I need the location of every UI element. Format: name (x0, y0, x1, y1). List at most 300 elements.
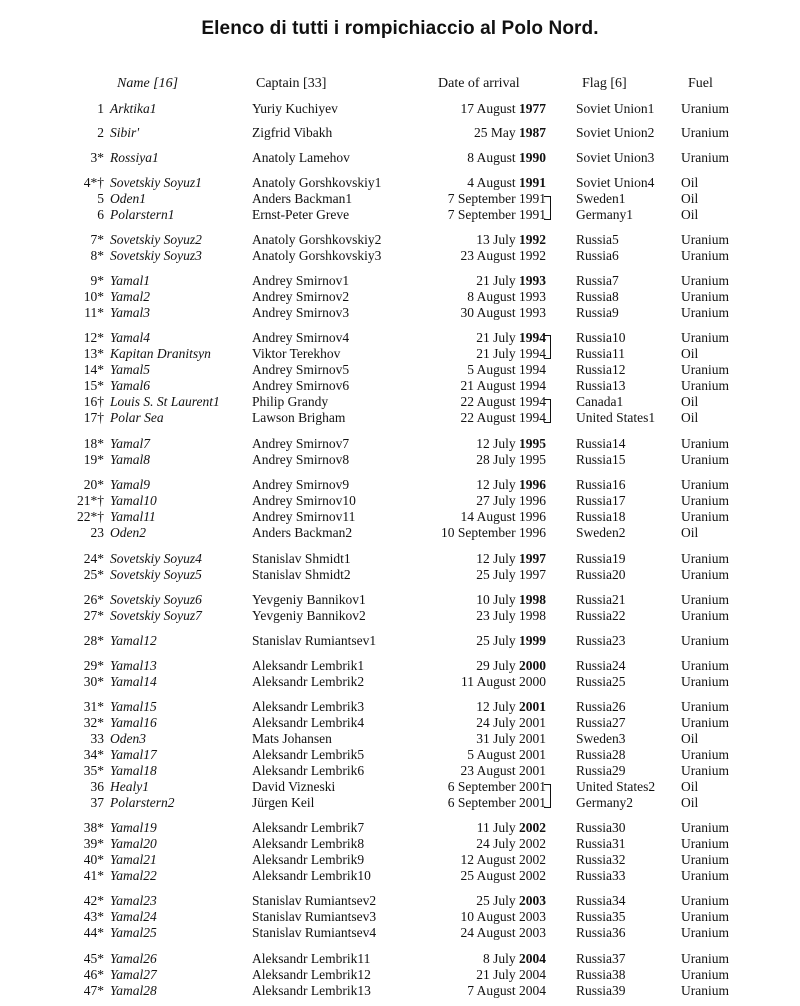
cell-date (424, 191, 546, 207)
cell-num: 33 (90, 731, 104, 746)
cell-flag: Soviet Union2 (576, 125, 655, 140)
cell-captain: Anatoly Gorshkovskiy3 (252, 248, 382, 263)
date-year: 1994 (519, 378, 546, 393)
cell-name: Sovetskiy Soyuz1 (110, 175, 202, 190)
cell-num: 6 (97, 207, 104, 222)
date-day-month: 8 July (482, 951, 519, 966)
cell-fuel: Uranium (681, 101, 729, 116)
date-year: 2004 (519, 983, 546, 998)
cell-flag: Russia10 (576, 330, 626, 345)
cell-fuel: Uranium (681, 836, 729, 851)
cell-num: 23 (90, 525, 104, 540)
table-row (0, 330, 800, 346)
date-day-month: 13 July (476, 232, 519, 247)
cell-date (424, 477, 546, 493)
cell-num: 17† (83, 410, 104, 425)
table-row (0, 101, 800, 117)
cell-name: Yamal27 (110, 967, 157, 982)
date-day-month: 5 August (467, 362, 519, 377)
table-row (0, 893, 800, 909)
date-year: 2002 (519, 868, 546, 883)
cell-name: Yamal12 (110, 633, 157, 648)
cell-flag: Canada1 (576, 394, 624, 409)
cell-flag: Russia30 (576, 820, 626, 835)
date-year: 1993 (519, 273, 546, 288)
cell-name: Oden1 (110, 191, 146, 206)
cell-name: Sovetskiy Soyuz5 (110, 567, 202, 582)
cell-date (424, 346, 546, 362)
cell-flag: Soviet Union1 (576, 101, 655, 116)
cell-captain: Stanislav Shmidt1 (252, 551, 351, 566)
cell-fuel: Oil (681, 779, 699, 794)
cell-flag: Russia22 (576, 608, 626, 623)
table-row (0, 715, 800, 731)
cell-captain: Aleksandr Lembrik7 (252, 820, 365, 835)
cell-captain: Aleksandr Lembrik13 (252, 983, 371, 998)
date-day-month: 23 July (476, 608, 519, 623)
cell-flag: Germany1 (576, 207, 633, 222)
cell-fuel: Uranium (681, 232, 729, 247)
table-row (0, 836, 800, 852)
date-year: 1993 (519, 305, 546, 320)
cell-fuel: Uranium (681, 951, 729, 966)
cell-fuel: Uranium (681, 763, 729, 778)
cell-num: 26* (83, 592, 104, 607)
cell-num: 2 (97, 125, 104, 140)
cell-date (424, 175, 546, 191)
date-year: 1998 (519, 592, 546, 607)
table-row (0, 925, 800, 941)
cell-num: 11* (84, 305, 104, 320)
cell-captain: Anatoly Lamehov (252, 150, 350, 165)
table-row (0, 509, 800, 525)
cell-name: Yamal9 (110, 477, 151, 492)
cell-date (424, 452, 546, 468)
cell-flag: United States1 (576, 410, 656, 425)
cell-num: 35* (83, 763, 104, 778)
table-row (0, 150, 800, 166)
cell-flag: Russia36 (576, 925, 626, 940)
cell-fuel: Uranium (681, 983, 729, 998)
cell-name: Yamal5 (110, 362, 151, 377)
cell-captain: Stanislav Rumiantsev1 (252, 633, 377, 648)
cell-captain: Ernst-Peter Greve (252, 207, 350, 222)
cell-num: 10* (83, 289, 104, 304)
cell-flag: Russia20 (576, 567, 626, 582)
date-year: 1991 (519, 191, 546, 206)
table-row (0, 731, 800, 747)
cell-name: Yamal28 (110, 983, 157, 998)
cell-fuel: Uranium (681, 125, 729, 140)
date-year: 2002 (519, 836, 546, 851)
cell-fuel: Oil (681, 191, 699, 206)
cell-name: Yamal4 (110, 330, 151, 345)
cell-num: 36 (90, 779, 104, 794)
date-day-month: 25 July (476, 893, 519, 908)
cell-date (424, 893, 546, 909)
date-day-month: 24 July (476, 715, 519, 730)
cell-num: 37 (90, 795, 104, 810)
cell-date (424, 525, 546, 541)
table-row (0, 868, 800, 884)
date-year: 2001 (519, 795, 546, 810)
cell-captain: Andrey Smirnov8 (252, 452, 350, 467)
cell-num: 46* (83, 967, 104, 982)
cell-fuel: Uranium (681, 909, 729, 924)
cell-date (424, 731, 546, 747)
date-day-month: 4 August (467, 175, 519, 190)
cell-name: Sovetskiy Soyuz7 (110, 608, 202, 623)
cell-flag: Germany2 (576, 795, 633, 810)
cell-captain: Aleksandr Lembrik12 (252, 967, 371, 982)
table-row (0, 699, 800, 715)
cell-name: Yamal6 (110, 378, 151, 393)
cell-fuel: Uranium (681, 289, 729, 304)
cell-captain: Stanislav Rumiantsev3 (252, 909, 377, 924)
cell-fuel: Uranium (681, 273, 729, 288)
cell-name: Yamal24 (110, 909, 157, 924)
cell-flag: Russia11 (576, 346, 626, 361)
table-row (0, 567, 800, 583)
cell-date (424, 101, 546, 117)
cell-flag: Sweden1 (576, 191, 626, 206)
cell-name: Yamal7 (110, 436, 151, 451)
cell-fuel: Uranium (681, 477, 729, 492)
cell-num: 25* (83, 567, 104, 582)
cell-captain: Yuriy Kuchiyev (252, 101, 338, 116)
cell-captain: Aleksandr Lembrik10 (252, 868, 371, 883)
cell-captain: Andrey Smirnov3 (252, 305, 350, 320)
header-name: Name [16] (117, 76, 179, 91)
cell-name: Polar Sea (110, 410, 164, 425)
cell-num: 32* (83, 715, 104, 730)
table-row (0, 633, 800, 649)
date-year: 2001 (519, 779, 546, 794)
table-row (0, 967, 800, 983)
date-day-month: 11 August (460, 674, 519, 689)
cell-num: 4*† (83, 175, 104, 190)
cell-num: 31* (83, 699, 104, 714)
cell-name: Yamal20 (110, 836, 157, 851)
cell-captain: Aleksandr Lembrik9 (252, 852, 365, 867)
header-date: Date of arrival (438, 76, 520, 91)
date-day-month: 12 July (476, 551, 519, 566)
cell-fuel: Uranium (681, 248, 729, 263)
table-row (0, 207, 800, 223)
cell-captain: Aleksandr Lembrik6 (252, 763, 365, 778)
cell-num: 12* (83, 330, 104, 345)
table-row (0, 394, 800, 410)
date-day-month: 25 May (474, 125, 519, 140)
date-year: 1999 (519, 633, 546, 648)
cell-flag: Russia19 (576, 551, 626, 566)
cell-captain: Viktor Terekhov (252, 346, 341, 361)
cell-flag: Russia23 (576, 633, 626, 648)
cell-flag: Russia24 (576, 658, 626, 673)
cell-fuel: Uranium (681, 820, 729, 835)
date-year: 2000 (519, 658, 546, 673)
cell-name: Yamal26 (110, 951, 157, 966)
cell-fuel: Uranium (681, 592, 729, 607)
cell-num: 3* (90, 150, 104, 165)
cell-captain: Andrey Smirnov10 (252, 493, 356, 508)
date-day-month: 23 August (460, 763, 519, 778)
cell-date (424, 207, 546, 223)
table-row (0, 951, 800, 967)
header-fuel: Fuel (688, 76, 713, 91)
cell-flag: Russia28 (576, 747, 626, 762)
date-year: 1991 (519, 207, 546, 222)
cell-name: Sovetskiy Soyuz3 (110, 248, 202, 263)
cell-captain: Andrey Smirnov11 (252, 509, 356, 524)
cell-date (424, 836, 546, 852)
cell-fuel: Uranium (681, 362, 729, 377)
cell-fuel: Uranium (681, 150, 729, 165)
cell-flag: Soviet Union4 (576, 175, 655, 190)
cell-captain: Aleksandr Lembrik2 (252, 674, 365, 689)
date-year: 1990 (519, 150, 546, 165)
cell-captain: Zigfrid Vibakh (252, 125, 333, 140)
cell-fuel: Uranium (681, 493, 729, 508)
cell-name: Oden3 (110, 731, 146, 746)
cell-date (424, 852, 546, 868)
date-year: 2001 (519, 715, 546, 730)
cell-name: Yamal25 (110, 925, 157, 940)
date-day-month: 10 July (476, 592, 519, 607)
cell-captain: Stanislav Rumiantsev2 (252, 893, 377, 908)
date-day-month: 25 August (460, 868, 519, 883)
cell-flag: Russia34 (576, 893, 626, 908)
cell-fuel: Uranium (681, 747, 729, 762)
cell-fuel: Oil (681, 795, 699, 810)
cell-flag: Russia15 (576, 452, 626, 467)
cell-name: Yamal3 (110, 305, 151, 320)
cell-date (424, 289, 546, 305)
cell-name: Sovetskiy Soyuz6 (110, 592, 202, 607)
cell-fuel: Uranium (681, 925, 729, 940)
date-day-month: 29 July (476, 658, 519, 673)
cell-captain: Anders Backman1 (252, 191, 353, 206)
table-row (0, 452, 800, 468)
date-year: 1996 (519, 493, 546, 508)
cell-flag: Russia38 (576, 967, 626, 982)
cell-flag: Russia9 (576, 305, 619, 320)
cell-fuel: Uranium (681, 436, 729, 451)
cell-captain: Lawson Brigham (252, 410, 346, 425)
table-row (0, 820, 800, 836)
cell-name: Arktika1 (110, 101, 157, 116)
cell-num: 41* (83, 868, 104, 883)
cell-date (424, 967, 546, 983)
cell-date (424, 633, 546, 649)
cell-num: 27* (83, 608, 104, 623)
table-row (0, 493, 800, 509)
cell-name: Kapitan Dranitsyn (110, 346, 211, 361)
cell-name: Yamal8 (110, 452, 151, 467)
date-day-month: 12 July (476, 477, 519, 492)
table-row (0, 477, 800, 493)
cell-name: Polarstern2 (110, 795, 175, 810)
table-row (0, 378, 800, 394)
cell-num: 39* (83, 836, 104, 851)
date-year: 1994 (519, 362, 546, 377)
same-date-bracket (544, 196, 551, 220)
cell-date (424, 378, 546, 394)
table-row (0, 608, 800, 624)
cell-date (424, 305, 546, 321)
page-title: Elenco di tutti i rompichiaccio al Polo Nord. (201, 18, 599, 39)
table-row (0, 232, 800, 248)
cell-date (424, 820, 546, 836)
date-year: 2002 (519, 820, 546, 835)
date-day-month: 6 September (447, 795, 519, 810)
date-year: 2001 (519, 699, 546, 714)
date-day-month: 21 July (476, 273, 519, 288)
cell-date (424, 983, 546, 999)
cell-date (424, 125, 546, 141)
table-row (0, 795, 800, 811)
date-year: 1994 (519, 346, 546, 361)
cell-flag: Sweden3 (576, 731, 626, 746)
date-day-month: 21 July (476, 346, 519, 361)
date-day-month: 25 July (476, 633, 519, 648)
cell-captain: Aleksandr Lembrik11 (252, 951, 371, 966)
cell-name: Yamal14 (110, 674, 157, 689)
date-day-month: 30 August (460, 305, 519, 320)
date-day-month: 12 July (476, 699, 519, 714)
cell-num: 18* (83, 436, 104, 451)
cell-num: 40* (83, 852, 104, 867)
cell-captain: Aleksandr Lembrik8 (252, 836, 365, 851)
cell-captain: David Vizneski (252, 779, 336, 794)
cell-num: 13* (83, 346, 104, 361)
cell-fuel: Oil (681, 346, 699, 361)
cell-captain: Mats Johansen (252, 731, 332, 746)
cell-fuel: Uranium (681, 852, 729, 867)
cell-date (424, 925, 546, 941)
cell-flag: Russia37 (576, 951, 626, 966)
cell-fuel: Uranium (681, 551, 729, 566)
cell-date (424, 608, 546, 624)
cell-name: Louis S. St Laurent1 (110, 394, 220, 409)
cell-captain: Aleksandr Lembrik3 (252, 699, 365, 714)
cell-date (424, 551, 546, 567)
date-year: 1996 (519, 477, 546, 492)
date-year: 1993 (519, 289, 546, 304)
cell-date (424, 763, 546, 779)
cell-fuel: Uranium (681, 378, 729, 393)
date-year: 1996 (519, 509, 546, 524)
cell-captain: Aleksandr Lembrik1 (252, 658, 365, 673)
cell-flag: Sweden2 (576, 525, 626, 540)
cell-num: 38* (83, 820, 104, 835)
cell-name: Yamal1 (110, 273, 151, 288)
cell-fuel: Uranium (681, 633, 729, 648)
table-row (0, 852, 800, 868)
cell-fuel: Oil (681, 207, 699, 222)
cell-captain: Aleksandr Lembrik5 (252, 747, 365, 762)
cell-flag: Russia21 (576, 592, 626, 607)
cell-name: Sovetskiy Soyuz2 (110, 232, 202, 247)
date-year: 1995 (519, 436, 546, 451)
cell-flag: Russia13 (576, 378, 626, 393)
cell-date (424, 795, 546, 811)
cell-captain: Andrey Smirnov4 (252, 330, 350, 345)
cell-num: 7* (90, 232, 104, 247)
date-year: 2004 (519, 951, 546, 966)
cell-fuel: Uranium (681, 305, 729, 320)
cell-num: 21*† (77, 493, 104, 508)
cell-date (424, 273, 546, 289)
date-year: 1992 (519, 248, 546, 263)
cell-num: 15* (83, 378, 104, 393)
cell-flag: Russia33 (576, 868, 626, 883)
date-day-month: 17 August (460, 101, 519, 116)
cell-date (424, 248, 546, 264)
cell-date (424, 592, 546, 608)
date-year: 2004 (519, 967, 546, 982)
table-row (0, 779, 800, 795)
cell-name: Yamal16 (110, 715, 157, 730)
cell-captain: Andrey Smirnov9 (252, 477, 350, 492)
date-day-month: 27 July (476, 493, 519, 508)
table-row (0, 362, 800, 378)
cell-name: Healy1 (110, 779, 149, 794)
cell-flag: Soviet Union3 (576, 150, 655, 165)
header-captain: Captain [33] (256, 76, 327, 91)
cell-date (424, 658, 546, 674)
cell-flag: Russia32 (576, 852, 626, 867)
cell-num: 29* (83, 658, 104, 673)
date-year: 1991 (519, 175, 546, 190)
date-year: 1994 (519, 330, 546, 345)
cell-captain: Aleksandr Lembrik4 (252, 715, 365, 730)
table-row (0, 983, 800, 999)
cell-date (424, 951, 546, 967)
date-year: 2001 (519, 763, 546, 778)
date-day-month: 8 August (467, 150, 519, 165)
cell-num: 45* (83, 951, 104, 966)
cell-fuel: Uranium (681, 452, 729, 467)
cell-name: Yamal19 (110, 820, 157, 835)
date-day-month: 12 July (476, 436, 519, 451)
cell-fuel: Uranium (681, 567, 729, 582)
cell-fuel: Oil (681, 410, 699, 425)
cell-captain: Anatoly Gorshkovskiy1 (252, 175, 382, 190)
date-year: 1996 (519, 525, 546, 540)
date-year: 1994 (519, 410, 546, 425)
cell-num: 8* (90, 248, 104, 263)
cell-flag: Russia7 (576, 273, 619, 288)
date-year: 1997 (519, 567, 546, 582)
cell-flag: United States2 (576, 779, 656, 794)
cell-flag: Russia29 (576, 763, 626, 778)
cell-fuel: Uranium (681, 868, 729, 883)
table-row (0, 436, 800, 452)
cell-flag: Russia12 (576, 362, 626, 377)
cell-captain: Stanislav Shmidt2 (252, 567, 351, 582)
cell-name: Oden2 (110, 525, 146, 540)
cell-num: 34* (83, 747, 104, 762)
cell-fuel: Uranium (681, 658, 729, 673)
table-row (0, 592, 800, 608)
date-day-month: 10 August (460, 909, 519, 924)
cell-num: 1 (97, 101, 104, 116)
cell-captain: Yevgeniy Bannikov1 (252, 592, 366, 607)
cell-captain: Jürgen Keil (252, 795, 315, 810)
cell-date (424, 410, 546, 426)
cell-fuel: Oil (681, 175, 699, 190)
